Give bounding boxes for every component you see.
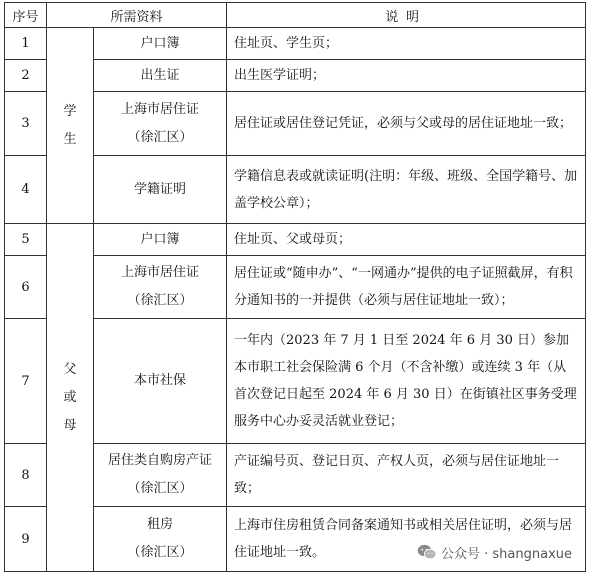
material-item (94, 224, 227, 256)
header-index: 序号 (5, 3, 47, 28)
material-item-line: 户口簿 (140, 35, 180, 51)
material-description: 上海市住房租赁合同备案通知书或相关居住证明，必须与居住证地址一致。 (227, 507, 586, 572)
row-index: 7 (5, 319, 47, 444)
material-item (94, 156, 227, 224)
material-item-line: （徐汇区） (127, 293, 193, 308)
row-index: 5 (5, 224, 47, 256)
material-item (94, 319, 227, 444)
material-item-line: 上海市居住证 (121, 265, 200, 280)
group-parent-char: 母 (63, 417, 77, 433)
material-item-line: 户口簿 (140, 231, 180, 247)
row-index: 6 (5, 256, 47, 319)
group-parent-char: 或 (63, 389, 77, 405)
material-item-line: 学籍证明 (134, 181, 187, 197)
material-description: 住址页、父或母页； (227, 224, 586, 256)
row-index: 8 (5, 444, 47, 507)
material-item-line: 居住类自购房产证 (108, 453, 213, 468)
header-materials: 所需资料 (47, 3, 227, 28)
material-item (94, 60, 227, 92)
material-description: 出生医学证明； (227, 60, 586, 92)
material-description: 住址页、学生页； (227, 28, 586, 60)
row-index: 1 (5, 28, 47, 60)
material-item (94, 92, 227, 156)
row-index: 3 (5, 92, 47, 156)
material-item (94, 28, 227, 60)
table-row (5, 224, 586, 256)
row-index: 9 (5, 507, 47, 572)
header-description: 说明 (227, 3, 586, 28)
material-description: 一年内（2023 年 7 月 1 日至 2024 年 6 月 30 日）参加本市职工社会保险满 6 个月（不含补缴）或连续 3 年（从首次登记日起至 2024 年 6 月 30 日）在街镇社区事务受理服务中心办妥灵活就业登记； (227, 319, 586, 444)
material-item-line: （徐汇区） (127, 545, 193, 560)
material-item-line: 租房 (147, 517, 174, 532)
material-description: 产证编号页、登记日页、产权人页，必须与居住证地址一致； (227, 444, 586, 507)
watermark (415, 540, 574, 564)
material-item-line: （徐汇区） (127, 129, 193, 145)
watermark-text: 公众号 · shangnaxue (441, 546, 573, 562)
material-item (94, 444, 227, 507)
group-student (47, 28, 94, 224)
material-item (94, 507, 227, 572)
row-index: 2 (5, 60, 47, 92)
material-item-line: 出生证 (140, 67, 180, 83)
group-parent (47, 224, 94, 572)
row-index: 4 (5, 156, 47, 224)
wechat-icon (417, 544, 437, 560)
material-item-line: 本市社保 (134, 373, 187, 388)
group-student-char: 生 (63, 131, 77, 147)
material-description: 学籍信息表或就读证明(注明：年级、班级、全国学籍号、加盖学校公章）； (227, 156, 586, 224)
material-item-line: （徐汇区） (127, 481, 193, 496)
group-parent-char: 父 (63, 361, 77, 377)
group-student-char: 学 (63, 103, 77, 119)
material-description: 居住证或“随申办”、“一网通办”提供的电子证照截屏，有积分通知书的一并提供（必须与居住证地址一致）； (227, 256, 586, 319)
table-header-row (5, 3, 586, 28)
material-item-line: 上海市居住证 (121, 101, 200, 117)
requirements-table (4, 2, 586, 572)
material-item (94, 256, 227, 319)
table-row (5, 28, 586, 60)
material-description: 居住证或居住登记凭证，必须与父或母的居住证地址一致； (227, 92, 586, 156)
